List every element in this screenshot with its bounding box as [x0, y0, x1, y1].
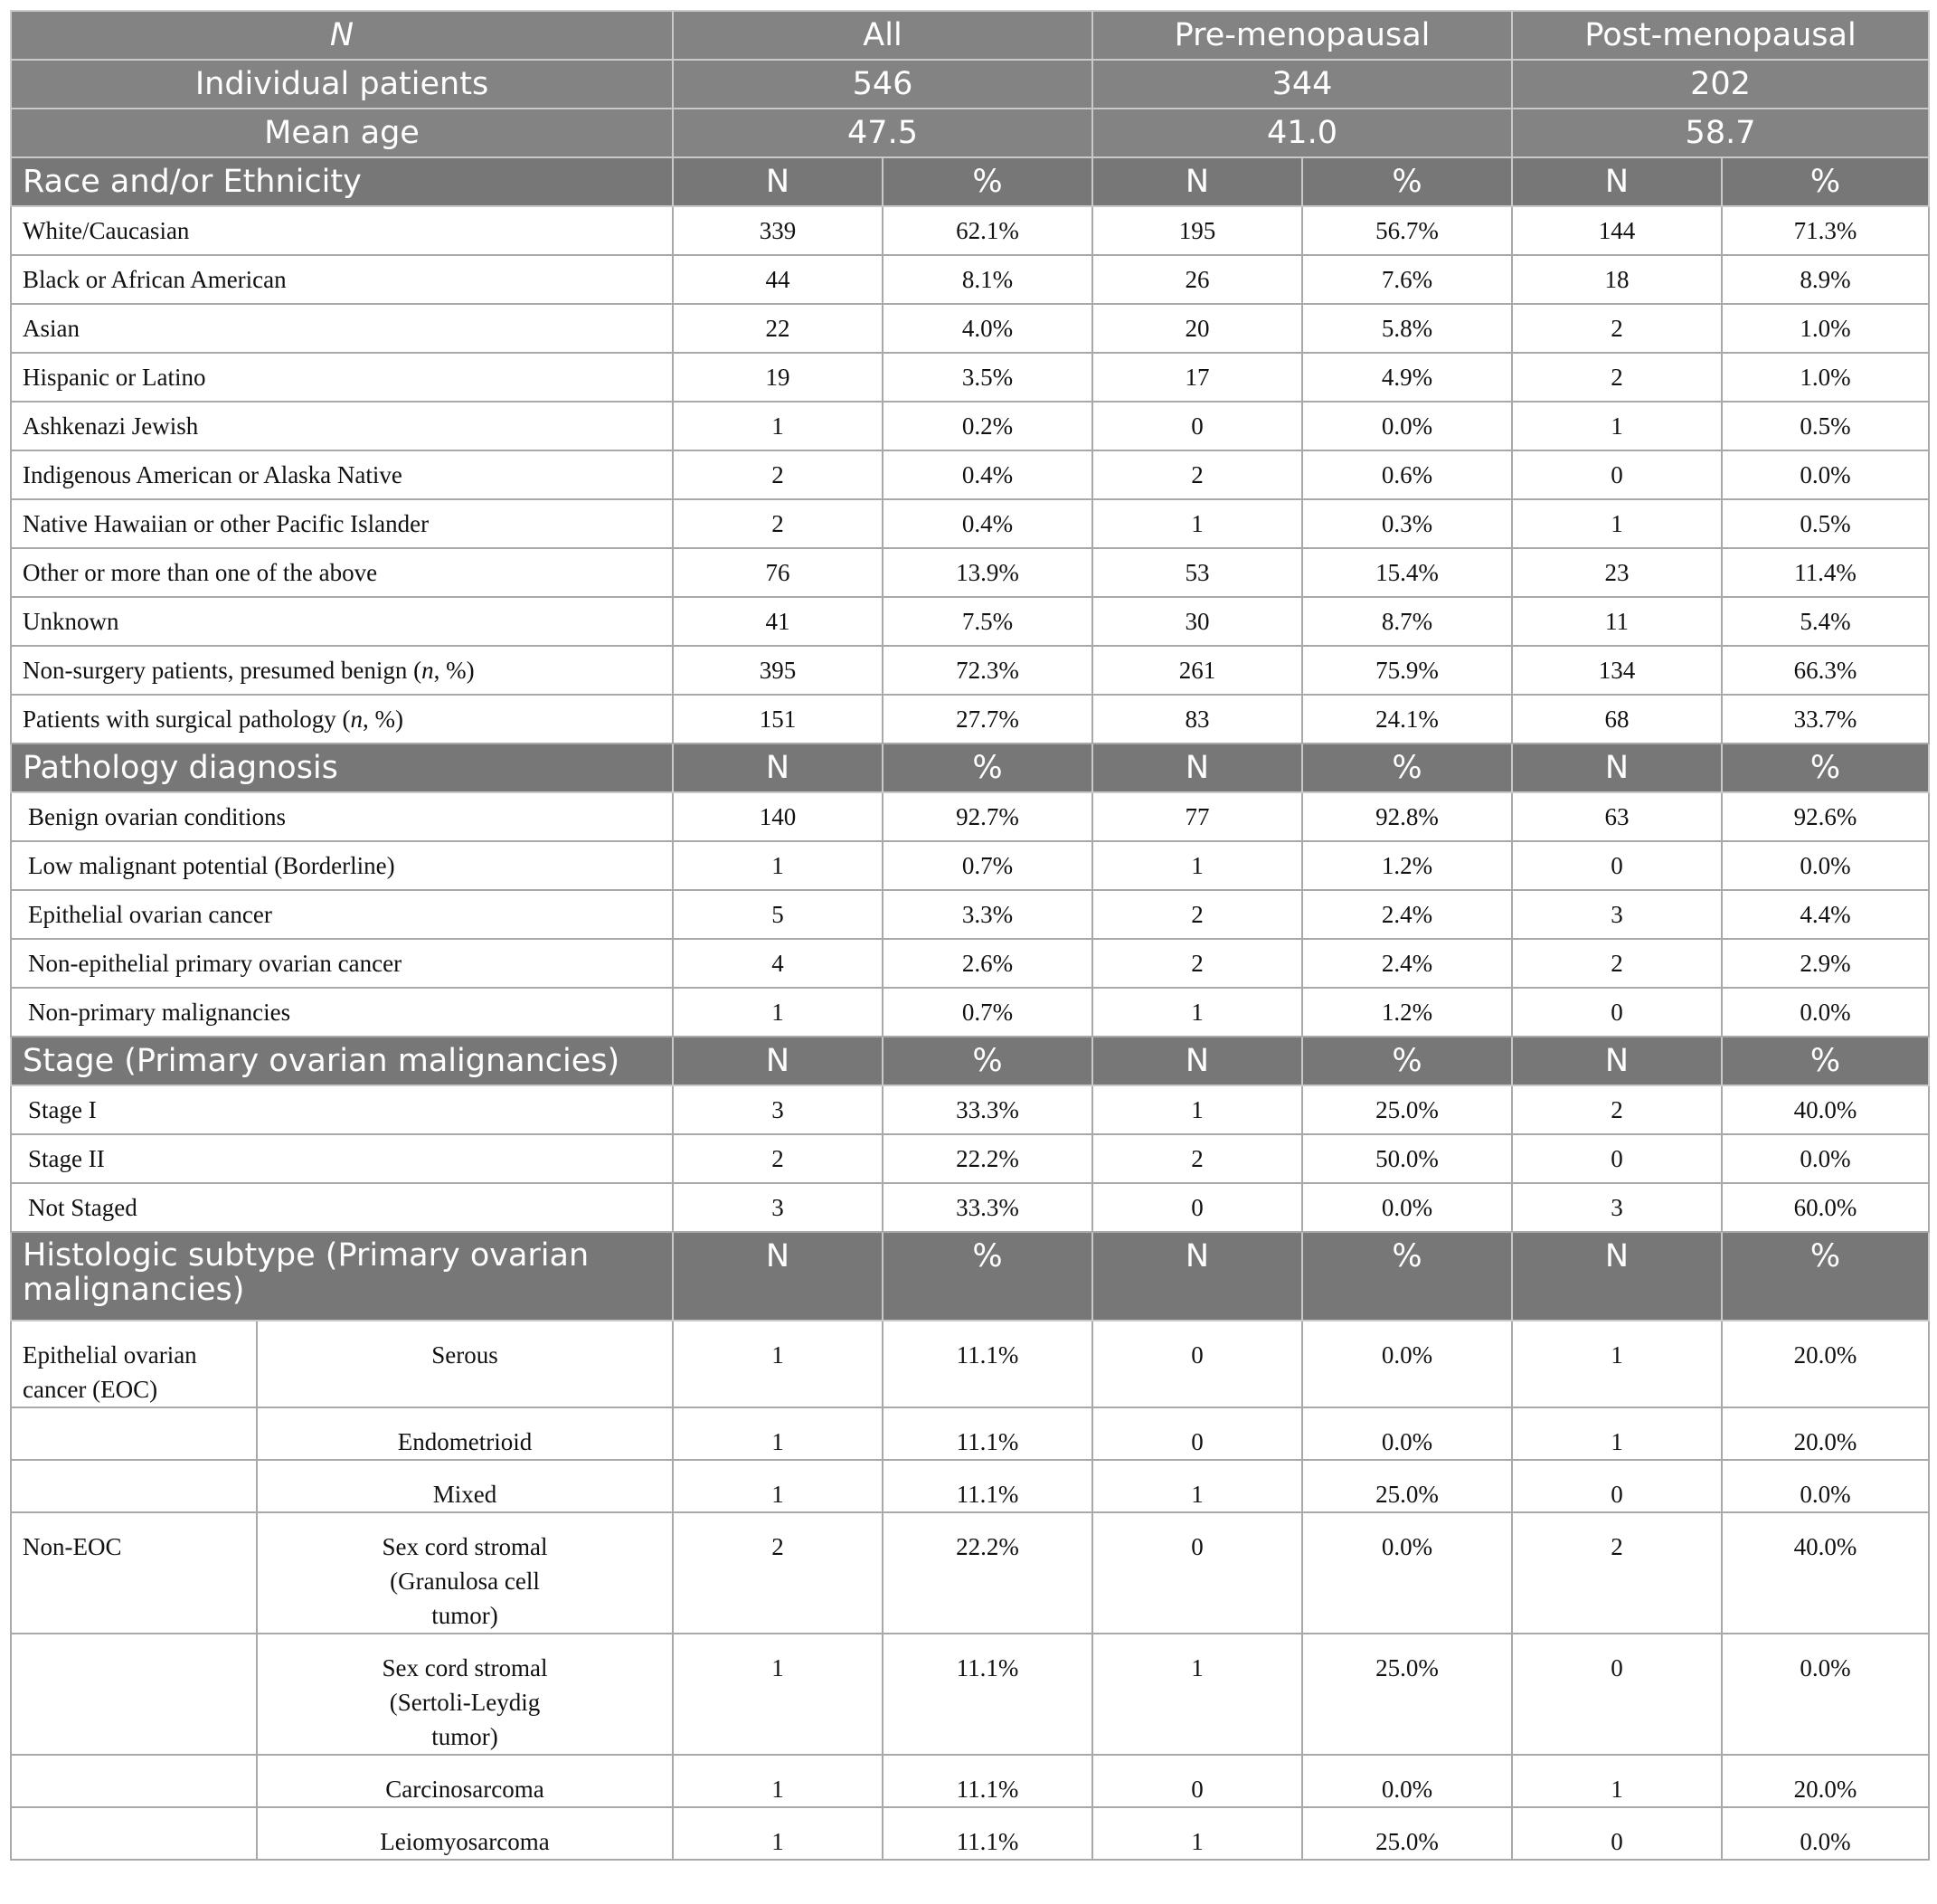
cell: 2: [673, 450, 883, 499]
cell: 395: [673, 646, 883, 695]
row-label: Low malignant potential (Borderline): [11, 841, 673, 890]
cell: 33.3%: [883, 1183, 1092, 1232]
col-pct-pre: %: [1302, 1037, 1512, 1085]
nonsurgery-label: Non-surgery patients, presumed benign (n, %): [11, 646, 673, 695]
cell: 1.2%: [1302, 841, 1512, 890]
surgical-row: [11, 695, 1929, 744]
cell: 4: [673, 939, 883, 988]
col-n-post: N: [1512, 157, 1722, 206]
histology-subtype-label: Sex cord stromal (Sertoli-Leydig tumor): [257, 1634, 673, 1755]
cell: 0: [1092, 1183, 1302, 1232]
cell: 1: [673, 1807, 883, 1860]
cell: 41: [673, 597, 883, 646]
row-label: Other or more than one of the above: [11, 548, 673, 597]
cell: 13.9%: [883, 548, 1092, 597]
row-label: Stage I: [11, 1085, 673, 1134]
col-n-post: N: [1512, 1037, 1722, 1085]
mean-age-label: Mean age: [11, 109, 673, 157]
cell: 0.0%: [1722, 841, 1929, 890]
cell: 0.5%: [1722, 499, 1929, 548]
cell: 1: [673, 841, 883, 890]
cell: 66.3%: [1722, 646, 1929, 695]
cell: 11.1%: [883, 1634, 1092, 1755]
cell: 11.1%: [883, 1321, 1092, 1407]
cell: 0: [1512, 1807, 1722, 1860]
cell: 1: [1092, 1807, 1302, 1860]
cell: 11.1%: [883, 1807, 1092, 1860]
pathology-row: [11, 841, 1929, 890]
histology-group-label: [11, 1634, 257, 1755]
cell: 2: [1512, 939, 1722, 988]
cell: 8.7%: [1302, 597, 1512, 646]
cell: 2.9%: [1722, 939, 1929, 988]
cell: 23: [1512, 548, 1722, 597]
cell: 22.2%: [883, 1512, 1092, 1634]
cell: 0: [1512, 1460, 1722, 1512]
cell: 53: [1092, 548, 1302, 597]
race-row: [11, 402, 1929, 450]
cell: 0: [1512, 988, 1722, 1037]
cell: 0: [1092, 1512, 1302, 1634]
cell: 76: [673, 548, 883, 597]
cell: 2: [673, 499, 883, 548]
pathology-section-title: Pathology diagnosis: [11, 744, 673, 792]
col-pct-pre: %: [1302, 744, 1512, 792]
cell: 0.4%: [883, 450, 1092, 499]
col-n-pre: N: [1092, 744, 1302, 792]
cell: 1: [1092, 499, 1302, 548]
cell: 33.3%: [883, 1085, 1092, 1134]
cell: 1: [1512, 499, 1722, 548]
surgical-label: Patients with surgical pathology (n, %): [11, 695, 673, 744]
pathology-section-header: [11, 744, 1929, 792]
race-row: [11, 206, 1929, 255]
cell: 2: [1512, 1085, 1722, 1134]
cell: 92.7%: [883, 792, 1092, 841]
cell: 2: [1512, 1512, 1722, 1634]
cell: 0.0%: [1302, 402, 1512, 450]
nonsurgery-row: [11, 646, 1929, 695]
pathology-row: [11, 988, 1929, 1037]
cell: 62.1%: [883, 206, 1092, 255]
cell: 44: [673, 255, 883, 304]
stage-section-title: Stage (Primary ovarian malignancies): [11, 1037, 673, 1085]
race-row: [11, 353, 1929, 402]
histology-group-label: Epithelial ovarian cancer (EOC): [11, 1321, 257, 1407]
row-label: White/Caucasian: [11, 206, 673, 255]
cell: 26: [1092, 255, 1302, 304]
stage-row: [11, 1183, 1929, 1232]
cell: 1: [673, 402, 883, 450]
cell: 18: [1512, 255, 1722, 304]
cell: 56.7%: [1302, 206, 1512, 255]
cell: 0: [1092, 1321, 1302, 1407]
cell: 339: [673, 206, 883, 255]
col-pct-all: %: [883, 157, 1092, 206]
cell: 0.0%: [1302, 1755, 1512, 1807]
row-label: Stage II: [11, 1134, 673, 1183]
cell: 17: [1092, 353, 1302, 402]
cell: 20.0%: [1722, 1407, 1929, 1460]
cell: 3.5%: [883, 353, 1092, 402]
cell: 40.0%: [1722, 1085, 1929, 1134]
cell: 72.3%: [883, 646, 1092, 695]
cell: 144: [1512, 206, 1722, 255]
cell: 3.3%: [883, 890, 1092, 939]
cell: 0.3%: [1302, 499, 1512, 548]
col-n-pre: N: [1092, 1232, 1302, 1321]
cell: 1: [1092, 988, 1302, 1037]
col-pct-post: %: [1722, 1037, 1929, 1085]
cell: 25.0%: [1302, 1807, 1512, 1860]
cell: 1: [1512, 1755, 1722, 1807]
row-label: Epithelial ovarian cancer: [11, 890, 673, 939]
cell: 0: [1092, 1755, 1302, 1807]
individual-patients-label: Individual patients: [11, 60, 673, 109]
cell: 0: [1512, 1134, 1722, 1183]
cell: 1: [673, 988, 883, 1037]
cell: 2: [1512, 353, 1722, 402]
mean-age-all: 47.5: [673, 109, 1092, 157]
col-pct-all: %: [883, 744, 1092, 792]
cell: 2.6%: [883, 939, 1092, 988]
cell: 2: [673, 1512, 883, 1634]
race-section-title: Race and/or Ethnicity: [11, 157, 673, 206]
cell: 0.0%: [1302, 1407, 1512, 1460]
cell: 2: [673, 1134, 883, 1183]
col-pct-post: %: [1722, 157, 1929, 206]
col-pct-post: %: [1722, 1232, 1929, 1321]
row-label: Native Hawaiian or other Pacific Islander: [11, 499, 673, 548]
cell: 20: [1092, 304, 1302, 353]
cell: 40.0%: [1722, 1512, 1929, 1634]
histology-group-label: Non-EOC: [11, 1512, 257, 1634]
cell: 5: [673, 890, 883, 939]
cell: 25.0%: [1302, 1085, 1512, 1134]
cell: 261: [1092, 646, 1302, 695]
cell: 3: [673, 1085, 883, 1134]
col-n-post: N: [1512, 1232, 1722, 1321]
cell: 2: [1512, 304, 1722, 353]
cell: 4.0%: [883, 304, 1092, 353]
cell: 1: [673, 1407, 883, 1460]
cell: 2: [1092, 939, 1302, 988]
cell: 75.9%: [1302, 646, 1512, 695]
col-n-all: N: [673, 157, 883, 206]
cell: 11.1%: [883, 1407, 1092, 1460]
cell: 2.4%: [1302, 890, 1512, 939]
cell: 0.7%: [883, 988, 1092, 1037]
col-pct-all: %: [883, 1037, 1092, 1085]
group-pre-header: Pre-menopausal: [1092, 11, 1512, 60]
histology-subtype-label: Carcinosarcoma: [257, 1755, 673, 1807]
race-row: [11, 597, 1929, 646]
demographics-table: [10, 10, 1930, 1861]
cell: 1: [1092, 1085, 1302, 1134]
individual-patients-all: 546: [673, 60, 1092, 109]
cell: 1: [673, 1755, 883, 1807]
histology-group-label: [11, 1755, 257, 1807]
histology-section-title: Histologic subtype (Primary ovarian malignancies): [11, 1232, 673, 1321]
cell: 8.9%: [1722, 255, 1929, 304]
histology-row: [11, 1755, 1929, 1807]
cell: 0: [1092, 402, 1302, 450]
stage-section-header: [11, 1037, 1929, 1085]
col-n-all: N: [673, 1232, 883, 1321]
cell: 3: [1512, 1183, 1722, 1232]
histology-subtype-label: Sex cord stromal (Granulosa cell tumor): [257, 1512, 673, 1634]
cell: 2.4%: [1302, 939, 1512, 988]
histology-row: [11, 1321, 1929, 1407]
cell: 5.8%: [1302, 304, 1512, 353]
cell: 11: [1512, 597, 1722, 646]
cell: 68: [1512, 695, 1722, 744]
cell: 20.0%: [1722, 1321, 1929, 1407]
row-label: Benign ovarian conditions: [11, 792, 673, 841]
cell: 140: [673, 792, 883, 841]
stage-row: [11, 1134, 1929, 1183]
cell: 7.5%: [883, 597, 1092, 646]
row-label: Non-epithelial primary ovarian cancer: [11, 939, 673, 988]
cell: 77: [1092, 792, 1302, 841]
histology-row: [11, 1460, 1929, 1512]
cell: 4.9%: [1302, 353, 1512, 402]
cell: 19: [673, 353, 883, 402]
mean-age-row: [11, 109, 1929, 157]
cell: 1.2%: [1302, 988, 1512, 1037]
cell: 50.0%: [1302, 1134, 1512, 1183]
race-row: [11, 548, 1929, 597]
histology-row: [11, 1634, 1929, 1755]
cell: 2: [1092, 1134, 1302, 1183]
row-label: Black or African American: [11, 255, 673, 304]
row-label: Hispanic or Latino: [11, 353, 673, 402]
cell: 1: [1092, 1460, 1302, 1512]
cell: 2: [1092, 450, 1302, 499]
cell: 0.7%: [883, 841, 1092, 890]
cell: 22: [673, 304, 883, 353]
cell: 92.8%: [1302, 792, 1512, 841]
histology-subtype-label: Serous: [257, 1321, 673, 1407]
cell: 83: [1092, 695, 1302, 744]
row-label: Unknown: [11, 597, 673, 646]
cell: 0: [1092, 1407, 1302, 1460]
cell: 1: [673, 1321, 883, 1407]
cell: 11.1%: [883, 1755, 1092, 1807]
histology-group-label: [11, 1407, 257, 1460]
cell: 0.0%: [1722, 1807, 1929, 1860]
cell: 1: [673, 1634, 883, 1755]
cell: 0.0%: [1302, 1512, 1512, 1634]
col-pct-post: %: [1722, 744, 1929, 792]
pathology-row: [11, 792, 1929, 841]
cell: 0.5%: [1722, 402, 1929, 450]
col-pct-pre: %: [1302, 157, 1512, 206]
pathology-row: [11, 939, 1929, 988]
cell: 3: [673, 1183, 883, 1232]
cell: 134: [1512, 646, 1722, 695]
row-label: Asian: [11, 304, 673, 353]
race-row: [11, 255, 1929, 304]
cell: 15.4%: [1302, 548, 1512, 597]
col-n-pre: N: [1092, 1037, 1302, 1085]
histology-group-label: [11, 1807, 257, 1860]
cell: 0: [1512, 1634, 1722, 1755]
row-label: Indigenous American or Alaska Native: [11, 450, 673, 499]
race-section-header: [11, 157, 1929, 206]
cell: 0.0%: [1722, 1460, 1929, 1512]
row-label: Non-primary malignancies: [11, 988, 673, 1037]
cell: 0.0%: [1302, 1183, 1512, 1232]
col-n-all: N: [673, 744, 883, 792]
cell: 11.4%: [1722, 548, 1929, 597]
n-header: N: [11, 11, 673, 60]
cell: 0: [1512, 450, 1722, 499]
stage-row: [11, 1085, 1929, 1134]
histology-group-label: [11, 1460, 257, 1512]
cell: 0.0%: [1302, 1321, 1512, 1407]
cell: 0.4%: [883, 499, 1092, 548]
cell: 0.0%: [1722, 988, 1929, 1037]
cell: 1: [1092, 1634, 1302, 1755]
race-row: [11, 304, 1929, 353]
histology-row: [11, 1407, 1929, 1460]
cell: 30: [1092, 597, 1302, 646]
col-pct-pre: %: [1302, 1232, 1512, 1321]
individual-patients-post: 202: [1512, 60, 1929, 109]
individual-patients-pre: 344: [1092, 60, 1512, 109]
col-n-all: N: [673, 1037, 883, 1085]
cell: 1.0%: [1722, 353, 1929, 402]
col-n-pre: N: [1092, 157, 1302, 206]
race-row: [11, 450, 1929, 499]
pathology-row: [11, 890, 1929, 939]
cell: 2: [1092, 890, 1302, 939]
cell: 1.0%: [1722, 304, 1929, 353]
cell: 0.0%: [1722, 1134, 1929, 1183]
histology-subtype-label: Leiomyosarcoma: [257, 1807, 673, 1860]
cell: 1: [1512, 1407, 1722, 1460]
cell: 22.2%: [883, 1134, 1092, 1183]
cell: 0.0%: [1722, 1634, 1929, 1755]
cell: 60.0%: [1722, 1183, 1929, 1232]
cell: 71.3%: [1722, 206, 1929, 255]
cell: 1: [1092, 841, 1302, 890]
histology-subtype-label: Mixed: [257, 1460, 673, 1512]
col-pct-all: %: [883, 1232, 1092, 1321]
group-all-header: All: [673, 11, 1092, 60]
row-label: Not Staged: [11, 1183, 673, 1232]
cell: 3: [1512, 890, 1722, 939]
cell: 195: [1092, 206, 1302, 255]
cell: 63: [1512, 792, 1722, 841]
cell: 4.4%: [1722, 890, 1929, 939]
cell: 25.0%: [1302, 1460, 1512, 1512]
mean-age-pre: 41.0: [1092, 109, 1512, 157]
cell: 5.4%: [1722, 597, 1929, 646]
histology-row: [11, 1807, 1929, 1860]
row-label: Ashkenazi Jewish: [11, 402, 673, 450]
histology-row: [11, 1512, 1929, 1634]
col-n-post: N: [1512, 744, 1722, 792]
cell: 1: [1512, 1321, 1722, 1407]
histology-section-header: [11, 1232, 1929, 1321]
cell: 11.1%: [883, 1460, 1092, 1512]
cell: 27.7%: [883, 695, 1092, 744]
cell: 1: [1512, 402, 1722, 450]
cell: 92.6%: [1722, 792, 1929, 841]
cell: 33.7%: [1722, 695, 1929, 744]
mean-age-post: 58.7: [1512, 109, 1929, 157]
cell: 1: [673, 1460, 883, 1512]
individual-patients-row: [11, 60, 1929, 109]
cell: 0: [1512, 841, 1722, 890]
cell: 0.6%: [1302, 450, 1512, 499]
cell: 0.0%: [1722, 450, 1929, 499]
group-header-row: [11, 11, 1929, 60]
cell: 8.1%: [883, 255, 1092, 304]
cell: 25.0%: [1302, 1634, 1512, 1755]
group-post-header: Post-menopausal: [1512, 11, 1929, 60]
cell: 20.0%: [1722, 1755, 1929, 1807]
race-row: [11, 499, 1929, 548]
histology-subtype-label: Endometrioid: [257, 1407, 673, 1460]
cell: 24.1%: [1302, 695, 1512, 744]
cell: 7.6%: [1302, 255, 1512, 304]
cell: 0.2%: [883, 402, 1092, 450]
cell: 151: [673, 695, 883, 744]
